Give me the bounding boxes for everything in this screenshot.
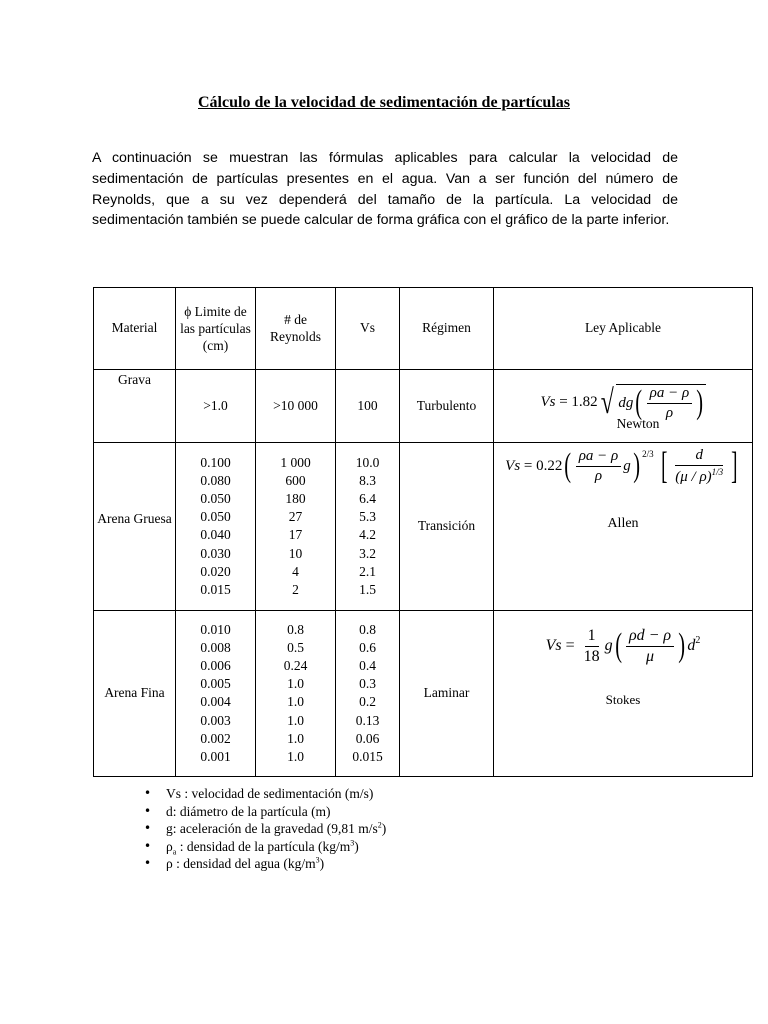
formula-lhs: Vs <box>540 394 556 411</box>
header-limite: ϕ Limite de las partículas (cm) <box>176 288 256 370</box>
vs-value: 1.5 <box>359 582 376 598</box>
limite-value: 0.003 <box>200 712 231 728</box>
vs-value: 10.0 <box>355 454 380 470</box>
reynolds-value: 1.0 <box>287 712 304 728</box>
reynolds-value: 180 <box>285 491 306 507</box>
formula-fraction <box>576 448 622 485</box>
vs-value: 0.13 <box>355 712 380 728</box>
fraction-denominator: μ <box>646 647 655 665</box>
note-symbol: g <box>166 821 173 836</box>
list-item <box>140 838 386 856</box>
fraction-denominator: ρ <box>594 467 603 484</box>
limite-value: 0.080 <box>200 472 231 488</box>
header-regimen: Régimen <box>400 288 494 370</box>
fraction-numerator: ρd − ρ <box>626 627 674 647</box>
material-label: Arena Gruesa <box>97 511 172 527</box>
note-after: ) <box>354 838 359 854</box>
limite-value: 0.008 <box>200 639 231 655</box>
regimen-cell: Turbulento <box>400 369 494 442</box>
limite-cell <box>176 369 256 442</box>
formula-coef-fraction <box>581 627 603 666</box>
page-title: Cálculo de la velocidad de sedimentación de partículas <box>198 94 570 111</box>
limite-value: 0.050 <box>200 491 231 507</box>
header-reynolds: # de Reynolds <box>256 288 336 370</box>
vs-value: 0.06 <box>355 730 380 746</box>
limite-value: 0.100 <box>200 454 231 470</box>
regimen-cell: Laminar <box>400 610 494 776</box>
newton-formula: Vs = 1.82 √ dg ( $\frac{\rho a - \rho}{\rho}$ ) Newton <box>494 371 752 441</box>
note-subscript: a <box>172 847 177 857</box>
note-text: : densidad del agua (kg/m <box>172 856 316 871</box>
vs-value: 0.8 <box>359 621 376 637</box>
fraction-denominator-text: (μ / ρ) <box>675 468 712 485</box>
note-text: : diámetro de la partícula (m) <box>172 803 331 819</box>
formula-lhs: Vs <box>505 457 521 474</box>
list-item <box>140 820 386 838</box>
note-symbol: ρ <box>166 856 173 871</box>
vs-value: 0.3 <box>359 676 376 692</box>
header-vs: Vs <box>336 288 400 370</box>
law-name: Allen <box>607 515 639 531</box>
fraction-numerator: ρa − ρ <box>576 448 622 467</box>
note-text: : velocidad de sedimentación (m/s) <box>181 786 374 801</box>
fraction-numerator: ρa − ρ <box>647 385 693 404</box>
vs-value: 2.1 <box>359 563 376 579</box>
material-cell: Arena Fina <box>94 610 176 776</box>
limite-value: 0.010 <box>200 621 231 637</box>
formula-coef: 1.82 <box>571 394 598 411</box>
limite-value: 0.002 <box>200 730 231 746</box>
note-text: : densidad de la partícula (kg/m <box>176 838 351 854</box>
header-ley: Ley Aplicable <box>494 288 753 370</box>
fraction-denominator: ρ <box>665 404 674 421</box>
law-name: Newton <box>616 415 660 431</box>
limite-value: 0.040 <box>200 527 231 543</box>
formula-exponent: 2 <box>695 634 701 646</box>
fraction-denominator: 18 <box>583 647 600 665</box>
note-symbol: Vs <box>166 786 182 801</box>
regimen-cell: Transición <box>400 442 494 610</box>
vs-value: 4.2 <box>359 527 376 543</box>
sqrt-symbol: √ dg ( $\frac{\rho a - \rho}{\rho}$ ) <box>598 384 706 422</box>
limite-value: 0.030 <box>200 545 231 561</box>
formula-cell <box>494 610 753 776</box>
table-row <box>94 610 753 776</box>
vs-cell <box>336 442 400 610</box>
allen-formula: Vs = 0.22 ( $\frac{\rho a - \rho}{\rho}$ g ) $^{2/3}$ [ $\frac{d}{(\mu / \rho)^{1/3}}$ ] Allen <box>505 445 738 531</box>
formula-coef: 0.22 <box>536 457 563 474</box>
limite-value: 0.015 <box>200 582 231 598</box>
limite-cell <box>176 610 256 776</box>
reynolds-cell <box>256 369 336 442</box>
limite-value: >1.0 <box>203 397 228 413</box>
formula-tail: d <box>687 637 696 655</box>
note-symbol: ρ <box>166 838 173 854</box>
material-cell: Grava <box>94 369 176 442</box>
fraction-numerator: d <box>675 447 723 466</box>
note-superscript: 3 <box>350 838 355 847</box>
vs-value: 0.2 <box>359 694 376 710</box>
table-row <box>94 442 753 610</box>
vs-value: 0.015 <box>352 749 383 765</box>
material-cell <box>94 442 176 610</box>
sedimentation-table <box>93 287 753 777</box>
reynolds-value: >10 000 <box>273 397 318 413</box>
note-symbol: d <box>166 803 173 819</box>
vs-value: 8.3 <box>359 472 376 488</box>
limite-value: 0.050 <box>200 509 231 525</box>
formula-exponent: 2/3 <box>642 448 654 459</box>
formula-lhs: Vs <box>545 637 562 655</box>
vs-value: 0.6 <box>359 639 376 655</box>
limite-value: 0.001 <box>200 749 231 765</box>
reynolds-value: 4 <box>292 563 299 579</box>
reynolds-value: 1.0 <box>287 730 304 746</box>
formula-g: g <box>604 637 613 655</box>
vs-value: 3.2 <box>359 545 376 561</box>
note-after: ) <box>381 821 387 836</box>
reynolds-cell <box>256 442 336 610</box>
note-superscript: 2 <box>377 820 382 830</box>
note-after: ) <box>319 856 325 871</box>
vs-value: 5.3 <box>359 509 376 525</box>
reynolds-value: 0.8 <box>287 621 304 637</box>
reynolds-value: 600 <box>285 472 306 488</box>
list-item <box>140 803 386 821</box>
vs-cell <box>336 610 400 776</box>
variable-legend <box>140 785 386 873</box>
law-name: Stokes <box>605 691 641 707</box>
reynolds-value: 0.24 <box>283 658 308 674</box>
vs-value: 6.4 <box>359 491 376 507</box>
reynolds-value: 0.5 <box>287 639 304 655</box>
vs-value: 100 <box>357 397 378 413</box>
vs-cell <box>336 369 400 442</box>
formula-fraction <box>626 627 674 666</box>
formula-cell <box>494 442 753 610</box>
formula-exponent: 1/3 <box>711 466 724 477</box>
reynolds-value: 1.0 <box>287 694 304 710</box>
table-header-row <box>94 288 753 370</box>
vs-value: 0.4 <box>359 658 376 674</box>
reynolds-value: 1 000 <box>280 454 311 470</box>
table-row <box>94 369 753 442</box>
limite-value: 0.006 <box>200 658 231 674</box>
limite-value: 0.005 <box>200 676 231 692</box>
list-item <box>140 785 386 803</box>
reynolds-value: 1.0 <box>287 676 304 692</box>
stokes-formula: Vs = $\frac{1}{18}$ g ( $\frac{\rho d - \rho}{\mu}$ ) d $^2$ Stokes <box>545 626 701 707</box>
reynolds-cell <box>256 610 336 776</box>
reynolds-value: 1.0 <box>287 749 304 765</box>
header-material: Material <box>94 288 176 370</box>
reynolds-value: 2 <box>292 582 299 598</box>
limite-value: 0.020 <box>200 563 231 579</box>
formula-g: g <box>623 457 631 474</box>
list-item <box>140 855 386 873</box>
intro-paragraph: A continuación se muestran las fórmulas aplicables para calcular la velocidad de sedimentación de partículas presentes en el agua. Van a ser función del número de Reynolds, que a su vez dependerá del tamaño de la partícula. La velocidad de sedimentación también se puede calcular de forma gráfica con el gráfico de la parte inferior. <box>92 150 678 229</box>
fraction-denominator <box>672 466 726 486</box>
limite-value: 0.004 <box>200 694 231 710</box>
note-text: : aceleración de la gravedad (9,81 m/s <box>172 821 378 836</box>
reynolds-value: 10 <box>288 545 303 561</box>
fraction-numerator: 1 <box>585 627 599 647</box>
formula-inner: dg <box>618 394 634 411</box>
note-superscript: 3 <box>315 855 320 865</box>
formula-fraction-2 <box>672 447 726 486</box>
reynolds-value: 27 <box>288 509 303 525</box>
formula-cell <box>494 369 753 442</box>
limite-cell <box>176 442 256 610</box>
reynolds-value: 17 <box>288 527 303 543</box>
